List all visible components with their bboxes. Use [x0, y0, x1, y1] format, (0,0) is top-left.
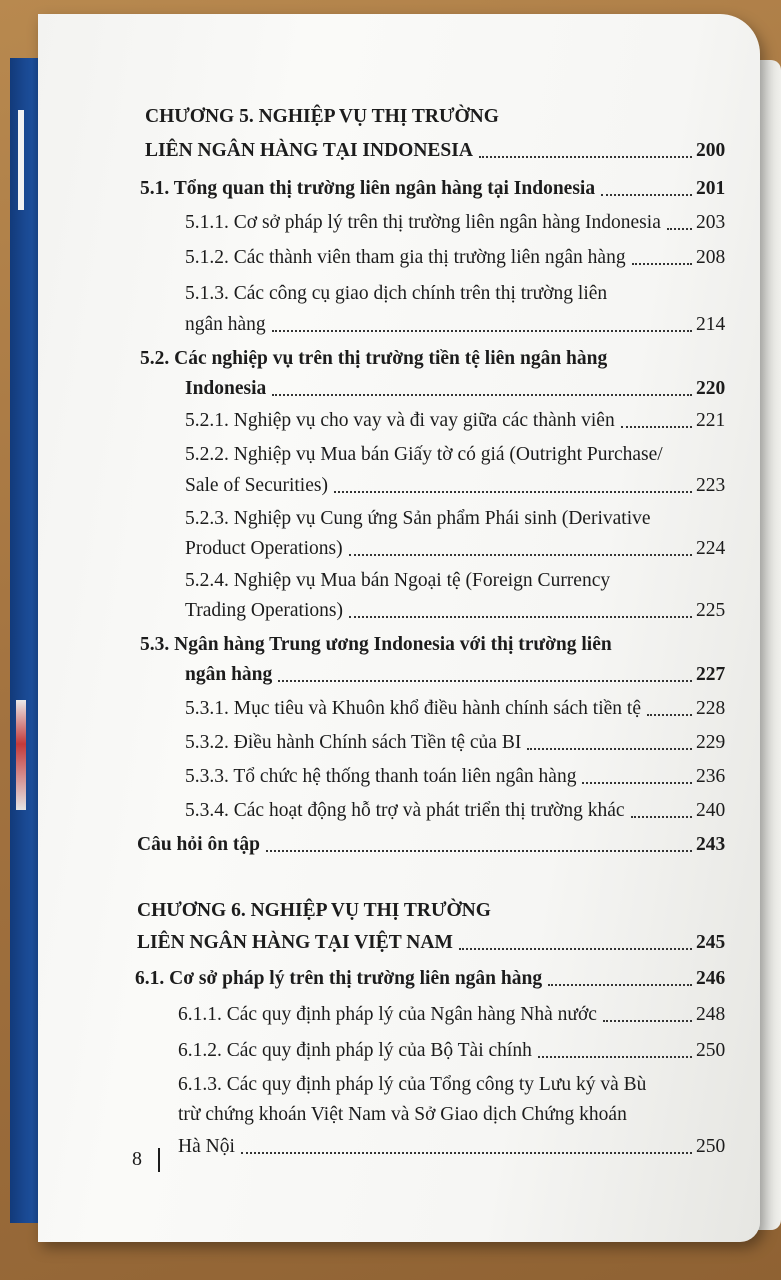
toc-entry-page: 245 [696, 932, 726, 953]
toc-entry [0, 538, 781, 568]
page-number-divider [158, 1148, 160, 1172]
toc-entry-page: 227 [696, 664, 726, 685]
toc-entry [0, 314, 781, 344]
toc-entry [0, 1074, 781, 1104]
toc-entry-title: 6.1. Cơ sở pháp lý trên thị trường liên ngân hàng [135, 968, 543, 989]
toc-entry-page: 223 [696, 475, 726, 496]
toc-entry-title: Trading Operations) [185, 600, 343, 621]
toc-entry-page: 229 [696, 732, 726, 753]
toc-entry-title: CHƯƠNG 5. NGHIỆP VỤ THỊ TRƯỜNG [145, 106, 499, 127]
toc-entry [0, 664, 781, 694]
toc-entry-title: 5.3.1. Mục tiêu và Khuôn khổ điều hành chính sách tiền tệ [185, 698, 641, 719]
toc-entry-title: 6.1.1. Các quy định pháp lý của Ngân hàng Nhà nước [178, 1004, 597, 1025]
toc-entry-title: 5.3.4. Các hoạt động hỗ trợ và phát triển thị trường khác [185, 800, 625, 821]
toc-entry [0, 106, 781, 136]
toc-entry [0, 348, 781, 378]
toc-entry-title: 5.2.1. Nghiệp vụ cho vay và đi vay giữa các thành viên [185, 410, 615, 431]
toc-entry-page: 228 [696, 698, 726, 719]
toc-entry-title: 5.1.2. Các thành viên tham gia thị trường liên ngân hàng [185, 247, 626, 268]
toc-leader-dots [272, 330, 692, 332]
toc-entry [0, 800, 781, 830]
toc-leader-dots [603, 1020, 692, 1022]
toc-leader-dots [632, 263, 692, 265]
toc-entry-title: ngân hàng [185, 664, 273, 685]
toc-leader-dots [266, 850, 692, 852]
toc-leader-dots [272, 394, 692, 396]
toc-entry-page: 221 [696, 410, 726, 431]
toc-entry-page: 225 [696, 600, 726, 621]
toc-leader-dots [278, 680, 692, 682]
toc-entry-title: 5.1. Tổng quan thị trường liên ngân hàng tại Indonesia [140, 178, 596, 199]
toc-leader-dots [601, 194, 692, 196]
toc-entry [0, 1040, 781, 1070]
toc-entry [0, 766, 781, 796]
toc-entry [0, 140, 781, 170]
toc-entry-page: 201 [696, 178, 726, 199]
toc-entry [0, 247, 781, 277]
toc-entry [0, 475, 781, 505]
toc-entry-page: 203 [696, 212, 726, 233]
toc-entry-title: 6.1.3. Các quy định pháp lý của Tổng công ty Lưu ký và Bù [178, 1074, 647, 1095]
toc-entry [0, 410, 781, 440]
toc-entry [0, 212, 781, 242]
toc-entry-title: 5.1.3. Các công cụ giao dịch chính trên thị trường liên [185, 283, 608, 304]
toc-entry-page: 220 [696, 378, 726, 399]
toc-entry-title: Product Operations) [185, 538, 343, 559]
toc-entry [0, 444, 781, 474]
toc-entry [0, 968, 781, 998]
toc-entry-title: LIÊN NGÂN HÀNG TẠI INDONESIA [145, 140, 473, 161]
toc-leader-dots [538, 1056, 692, 1058]
toc-leader-dots [582, 782, 692, 784]
toc-entry-title: 5.2.3. Nghiệp vụ Cung ứng Sản phẩm Phái sinh (Derivative [185, 508, 651, 529]
toc-entry [0, 600, 781, 630]
page-number: 8 [132, 1148, 142, 1170]
toc-entry-title: Hà Nội [178, 1136, 235, 1157]
toc-entry-title: Indonesia [185, 378, 267, 399]
toc-entry-page: 240 [696, 800, 726, 821]
toc-entry-title: 5.3. Ngân hàng Trung ương Indonesia với thị trường liên [140, 634, 612, 655]
toc-entry-page: 214 [696, 314, 726, 335]
toc-leader-dots [631, 816, 692, 818]
toc-leader-dots [349, 616, 692, 618]
toc-entry-title: 5.2.2. Nghiệp vụ Mua bán Giấy tờ có giá (Outright Purchase/ [185, 444, 663, 465]
toc-entry-page: 224 [696, 538, 726, 559]
toc-entry-title: 5.1.1. Cơ sở pháp lý trên thị trường liên ngân hàng Indonesia [185, 212, 661, 233]
toc-entry [0, 378, 781, 408]
toc-entry-title: 5.2. Các nghiệp vụ trên thị trường tiền tệ liên ngân hàng [140, 348, 608, 369]
toc-leader-dots [548, 984, 692, 986]
toc-entry-page: 246 [696, 968, 726, 989]
toc-entry [0, 900, 781, 930]
toc-leader-dots [349, 554, 692, 556]
toc-entry [0, 508, 781, 538]
toc-entry-title: 5.3.2. Điều hành Chính sách Tiền tệ của BI [185, 732, 522, 753]
toc-leader-dots [241, 1152, 692, 1154]
toc-entry-page: 250 [696, 1136, 726, 1157]
toc-entry [0, 1104, 781, 1134]
toc-entry-page: 248 [696, 1004, 726, 1025]
toc-entry-page: 236 [696, 766, 726, 787]
toc-entry-page: 208 [696, 247, 726, 268]
toc-entry-title: Câu hỏi ôn tập [137, 834, 260, 855]
toc-entry-title: LIÊN NGÂN HÀNG TẠI VIỆT NAM [137, 932, 453, 953]
toc-leader-dots [667, 228, 692, 230]
toc-entry [0, 932, 781, 962]
toc-leader-dots [479, 156, 692, 158]
toc-entry-title: 5.3.3. Tổ chức hệ thống thanh toán liên ngân hàng [185, 766, 577, 787]
toc-entry [0, 283, 781, 313]
toc-entry [0, 570, 781, 600]
toc-leader-dots [621, 426, 692, 428]
toc-entry-page: 200 [696, 140, 726, 161]
toc-entry-page: 250 [696, 1040, 726, 1061]
toc-entry [0, 1004, 781, 1034]
toc-entry-title: 5.2.4. Nghiệp vụ Mua bán Ngoại tệ (Foreign Currency [185, 570, 611, 591]
toc-entry-title: trừ chứng khoán Việt Nam và Sở Giao dịch Chứng khoán [178, 1104, 627, 1125]
toc-entry [0, 732, 781, 762]
toc-entry [0, 178, 781, 208]
toc-entry-title: Sale of Securities) [185, 475, 328, 496]
toc-leader-dots [459, 948, 692, 950]
toc-leader-dots [647, 714, 692, 716]
toc-entry-page: 243 [696, 834, 726, 855]
toc-entry [0, 698, 781, 728]
toc-leader-dots [334, 491, 692, 493]
toc-entry-title: ngân hàng [185, 314, 266, 335]
toc-entry [0, 1136, 781, 1166]
toc-entry-title: 6.1.2. Các quy định pháp lý của Bộ Tài chính [178, 1040, 532, 1061]
toc-leader-dots [527, 748, 692, 750]
toc-entry-title: CHƯƠNG 6. NGHIỆP VỤ THỊ TRƯỜNG [137, 900, 491, 921]
toc-entry [0, 634, 781, 664]
toc-entry [0, 834, 781, 864]
